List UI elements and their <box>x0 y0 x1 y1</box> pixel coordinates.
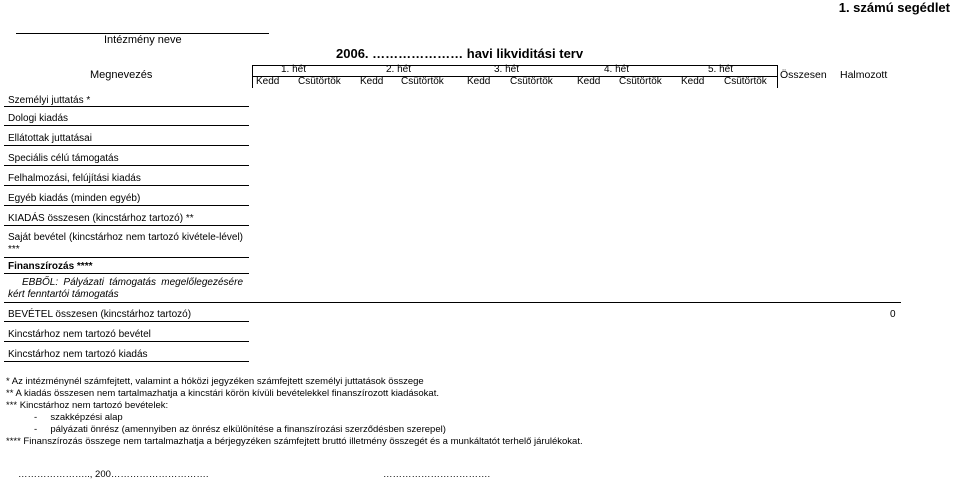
revenue-total-cumulative-value: 0 <box>890 309 896 320</box>
day-header: Kedd <box>256 76 280 87</box>
cumulative-column-header: Halmozott <box>840 69 888 81</box>
row-label-special-purpose-support: Speciális célú támogatás <box>8 153 119 164</box>
attachment-number: 1. számú segédlet <box>838 0 950 15</box>
footnote: **** Finanszírozás összege nem tartalmazhatja a bérjegyzéken számfejtett bruttó illetmény összegét és a munkáltatót terhelő járulékokat. <box>6 436 583 447</box>
day-header: Kedd <box>681 76 705 87</box>
row-label-capital-expense: Felhalmozási, felújítási kiadás <box>8 173 141 184</box>
day-header: Kedd <box>467 76 491 87</box>
footnote: ** A kiadás összesen nem tartalmazhatja a kincstári körön kívüli bevételekkel finanszírozott kiadásokat. <box>6 388 439 399</box>
row-label-other-expense: Egyéb kiadás (minden egyéb) <box>8 193 141 204</box>
week-4-header: 4. hét <box>604 64 630 75</box>
week-1-header: 1. hét <box>281 64 307 75</box>
week-3-header: 3. hét <box>494 64 520 75</box>
row-label-material-expense: Dologi kiadás <box>8 113 69 124</box>
total-column-header: Összesen <box>780 69 827 81</box>
signature-line: ……………………………. <box>383 469 491 480</box>
name-column-header: Megnevezés <box>90 69 153 81</box>
day-header: Csütörtök <box>724 76 767 87</box>
row-label-revenue-total: BEVÉTEL összesen (kincstárhoz tartozó) <box>8 309 192 320</box>
footnote: * Az intézménynél számfejtett, valamint a hóközi jegyzéken számfejtett személyi juttatások összege <box>6 376 424 387</box>
footnotes <box>6 376 583 448</box>
place-date-line: ………………….., 200…………………………. <box>18 469 209 480</box>
institution-name-label: Intézmény neve <box>104 34 182 46</box>
day-header: Csütörtök <box>619 76 662 87</box>
row-label-financing: Finanszírozás **** <box>8 261 93 272</box>
liquidity-plan-table <box>4 62 901 362</box>
row-label-expense-total: KIADÁS összesen (kincstárhoz tartozó) ** <box>8 213 194 224</box>
row-label-non-treasury-revenue: Kincstárhoz nem tartozó bevétel <box>8 329 151 340</box>
day-header: Csütörtök <box>510 76 553 87</box>
row-label-own-revenue: Saját bevétel (kincstárhoz nem tartozó kivétele-lével) *** <box>8 232 243 255</box>
week-5-header: 5. hét <box>708 64 734 75</box>
day-header: Kedd <box>577 76 601 87</box>
row-label-non-treasury-expense: Kincstárhoz nem tartozó kiadás <box>8 349 148 360</box>
footnote-bullet: - pályázati önrész (amennyiben az önrész elkülönítése a finanszírozási szerződésben szerepel) <box>34 424 446 435</box>
day-header: Csütörtök <box>401 76 444 87</box>
day-header: Csütörtök <box>298 76 341 87</box>
row-label-beneficiary-allowance: Ellátottak juttatásai <box>8 133 92 144</box>
day-header: Kedd <box>360 76 384 87</box>
week-2-header: 2. hét <box>386 64 412 75</box>
footnote: *** Kincstárhoz nem tartozó bevételek: <box>6 400 169 411</box>
row-label-of-which-grant-advance: EBBŐL: Pályázati támogatás megelőlegezésére kért fenntartói támogatás <box>8 277 243 300</box>
footnote-bullet: - szakképzési alap <box>34 412 123 423</box>
page-title: 2006. ………………… havi likviditási terv <box>336 46 584 61</box>
row-label-personal-allowance: Személyi juttatás * <box>8 95 91 106</box>
